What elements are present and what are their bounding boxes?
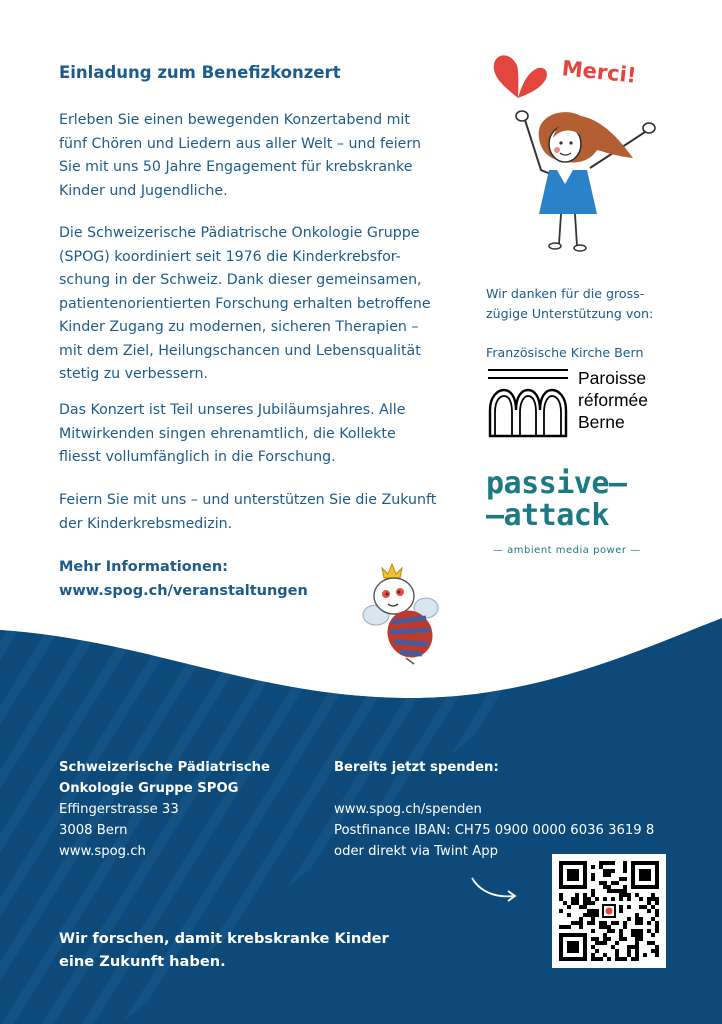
church-arches-logo <box>486 368 572 438</box>
spacer <box>334 778 654 799</box>
more-info <box>59 556 308 603</box>
city: 3008 Bern <box>59 823 128 838</box>
claim-line-1: Wir forschen, damit krebskranke Kinder <box>59 930 389 947</box>
paragraph-line: fliesst vollumfänglich in die Forschung. <box>59 449 336 465</box>
invitation-paragraph-4 <box>59 489 459 536</box>
paragraph-line: Kinder und Jugendliche. <box>59 182 228 199</box>
paragraph-line: patientenorientierten Forschung erhalten betroffene <box>59 295 431 312</box>
org-name-line-1: Schweizerische Pädiatrische <box>59 760 270 775</box>
paragraph-line: fünf Chören und Liedern aus aller Welt – und feiern <box>59 135 421 152</box>
bee-illustration <box>362 560 442 665</box>
more-info-label: Mehr Informationen: <box>59 559 228 575</box>
paragraph-line: Die Schweizerische Pädiatrische Onkologie Gruppe <box>59 225 420 241</box>
invitation-paragraph-3 <box>59 399 459 470</box>
invitation-paragraph-2 <box>59 222 459 387</box>
paragraph-line: (SPOG) koordiniert seit 1976 die Kinderkrebsfor- <box>59 248 401 265</box>
passive-line-2: —attack <box>486 498 609 533</box>
more-info-link[interactable]: www.spog.ch/veranstaltungen <box>59 582 308 599</box>
paroisse-logo-text <box>578 367 648 433</box>
passive-attack-logo <box>486 468 627 532</box>
qr-code[interactable] <box>552 854 666 968</box>
street: Effingerstrasse 33 <box>59 802 179 817</box>
merci-label: Merci! <box>560 56 638 88</box>
twint-note: oder direkt via Twint App <box>334 844 498 859</box>
org-name-line-2: Onkologie Gruppe SPOG <box>59 781 239 796</box>
footer-claim <box>59 927 389 973</box>
paroisse-line-3: Berne <box>578 412 625 432</box>
qr-code-graphic <box>552 854 666 968</box>
sponsor-1-name: Französische Kirche Bern <box>486 345 644 360</box>
passive-line-1: passive— <box>486 466 627 501</box>
arrow-icon <box>470 874 522 904</box>
footer-donate <box>334 757 654 862</box>
paragraph-line: Das Konzert ist Teil unseres Jubiläumsjahres. Alle <box>59 402 406 418</box>
website-link[interactable]: www.spog.ch <box>59 844 146 859</box>
paragraph-line: Feiern Sie mit uns – und unterstützen Sie die Zukunft <box>59 492 437 508</box>
girl-illustration <box>505 98 660 258</box>
paragraph-line: Erleben Sie einen bewegenden Konzertabend mit <box>59 112 410 128</box>
claim-line-2: eine Zukunft haben. <box>59 953 226 970</box>
paroisse-line-1: Paroisse <box>578 368 647 388</box>
paroisse-line-2: réformée <box>578 390 649 410</box>
thanks-line-1: Wir danken für die gross- <box>486 286 645 301</box>
donate-heading: Bereits jetzt spenden: <box>334 760 499 775</box>
paragraph-line: schung in der Schweiz. Dank dieser gemeinsamen, <box>59 272 422 288</box>
invitation-heading: Einladung zum Benefizkonzert <box>59 63 341 82</box>
thanks-text <box>486 284 653 324</box>
paragraph-line: stetig zu verbessern. <box>59 366 208 382</box>
heart-illustration <box>488 48 552 104</box>
paragraph-line: der Kinderkrebsmedizin. <box>59 515 233 532</box>
footer-address <box>59 757 270 862</box>
paragraph-line: Kinder Zugang zu modernen, sicheren Therapien – <box>59 319 419 335</box>
paragraph-line: Mitwirkenden singen ehrenamtlich, die Kollekte <box>59 425 396 442</box>
donate-url[interactable]: www.spog.ch/spenden <box>334 802 482 817</box>
invitation-paragraph-1 <box>59 109 459 203</box>
iban: Postfinance IBAN: CH75 0900 0000 6036 3619 8 <box>334 823 655 838</box>
paragraph-line: mit dem Ziel, Heilungschancen und Lebensqualität <box>59 342 421 359</box>
thanks-line-2: zügige Unterstützung von: <box>486 306 654 321</box>
passive-attack-tagline: — ambient media power — <box>493 545 641 556</box>
paragraph-line: Sie mit uns 50 Jahre Engagement für krebskranke <box>59 159 413 175</box>
